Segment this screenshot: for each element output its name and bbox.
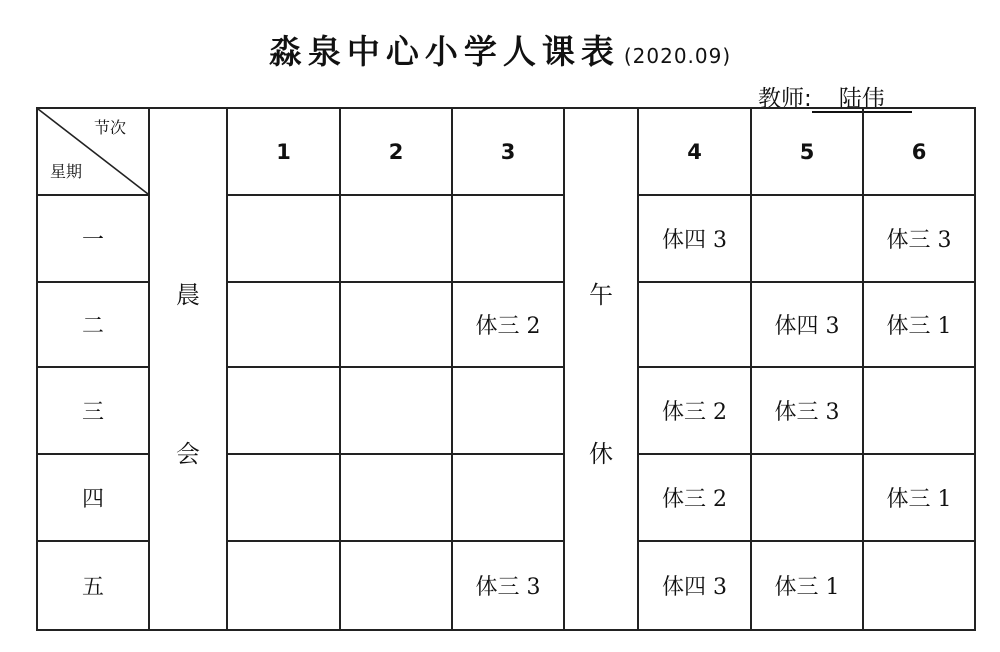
- period-header: 6: [863, 108, 975, 195]
- morning-assembly-column: [149, 108, 227, 630]
- day-label: 二: [37, 282, 149, 367]
- header-row: [37, 108, 975, 195]
- lesson-cell: [751, 195, 863, 282]
- lesson-cell: [452, 454, 564, 541]
- lesson-cell: 体三 3: [863, 195, 975, 282]
- lesson-cell: [452, 367, 564, 454]
- lesson-cell: [227, 454, 340, 541]
- noon-break-char-1: 午: [589, 281, 613, 309]
- lesson-cell: 体三 1: [751, 541, 863, 630]
- lesson-cell: [340, 282, 452, 367]
- lesson-cell: [340, 195, 452, 282]
- lesson-cell: [340, 541, 452, 630]
- day-label: 一: [37, 195, 149, 282]
- lesson-cell: 体三 1: [863, 282, 975, 367]
- noon-break-char-2: 休: [589, 440, 613, 468]
- corner-day-label: 星期: [50, 162, 83, 181]
- lesson-cell: [638, 282, 751, 367]
- lesson-cell: 体三 2: [452, 282, 564, 367]
- period-header: 2: [340, 108, 452, 195]
- day-label: 四: [37, 454, 149, 541]
- teacher-label: 教师:: [758, 86, 812, 112]
- lesson-cell: [227, 195, 340, 282]
- title-date: (2020.09): [623, 44, 732, 68]
- lesson-cell: 体四 3: [751, 282, 863, 367]
- lesson-cell: [863, 541, 975, 630]
- lesson-cell: [340, 454, 452, 541]
- lesson-cell: [340, 367, 452, 454]
- lesson-cell: [452, 195, 564, 282]
- day-label: 五: [37, 541, 149, 630]
- lesson-cell: [751, 454, 863, 541]
- period-header: 5: [751, 108, 863, 195]
- period-header: 3: [452, 108, 564, 195]
- lesson-cell: [227, 367, 340, 454]
- lesson-cell: 体四 3: [638, 195, 751, 282]
- period-header: 4: [638, 108, 751, 195]
- lesson-cell: 体三 2: [638, 367, 751, 454]
- lesson-cell: [227, 541, 340, 630]
- lesson-cell: [863, 367, 975, 454]
- noon-break-column: [564, 108, 638, 630]
- teacher-name: 陆伟: [812, 87, 912, 113]
- corner-period-label: 节次: [93, 118, 126, 137]
- schedule-table: [36, 107, 976, 631]
- lesson-cell: 体三 3: [751, 367, 863, 454]
- lesson-cell: 体三 1: [863, 454, 975, 541]
- lesson-cell: 体三 3: [452, 541, 564, 630]
- lesson-cell: [227, 282, 340, 367]
- morning-assembly-char-1: 晨: [176, 281, 200, 309]
- day-label: 三: [37, 367, 149, 454]
- lesson-cell: 体四 3: [638, 541, 751, 630]
- lesson-cell: 体三 2: [638, 454, 751, 541]
- corner-cell: [37, 108, 149, 195]
- period-header: 1: [227, 108, 340, 195]
- morning-assembly-char-2: 会: [176, 440, 200, 468]
- title-text: 淼泉中心小学人课表: [268, 32, 620, 71]
- document-title: [0, 26, 1000, 73]
